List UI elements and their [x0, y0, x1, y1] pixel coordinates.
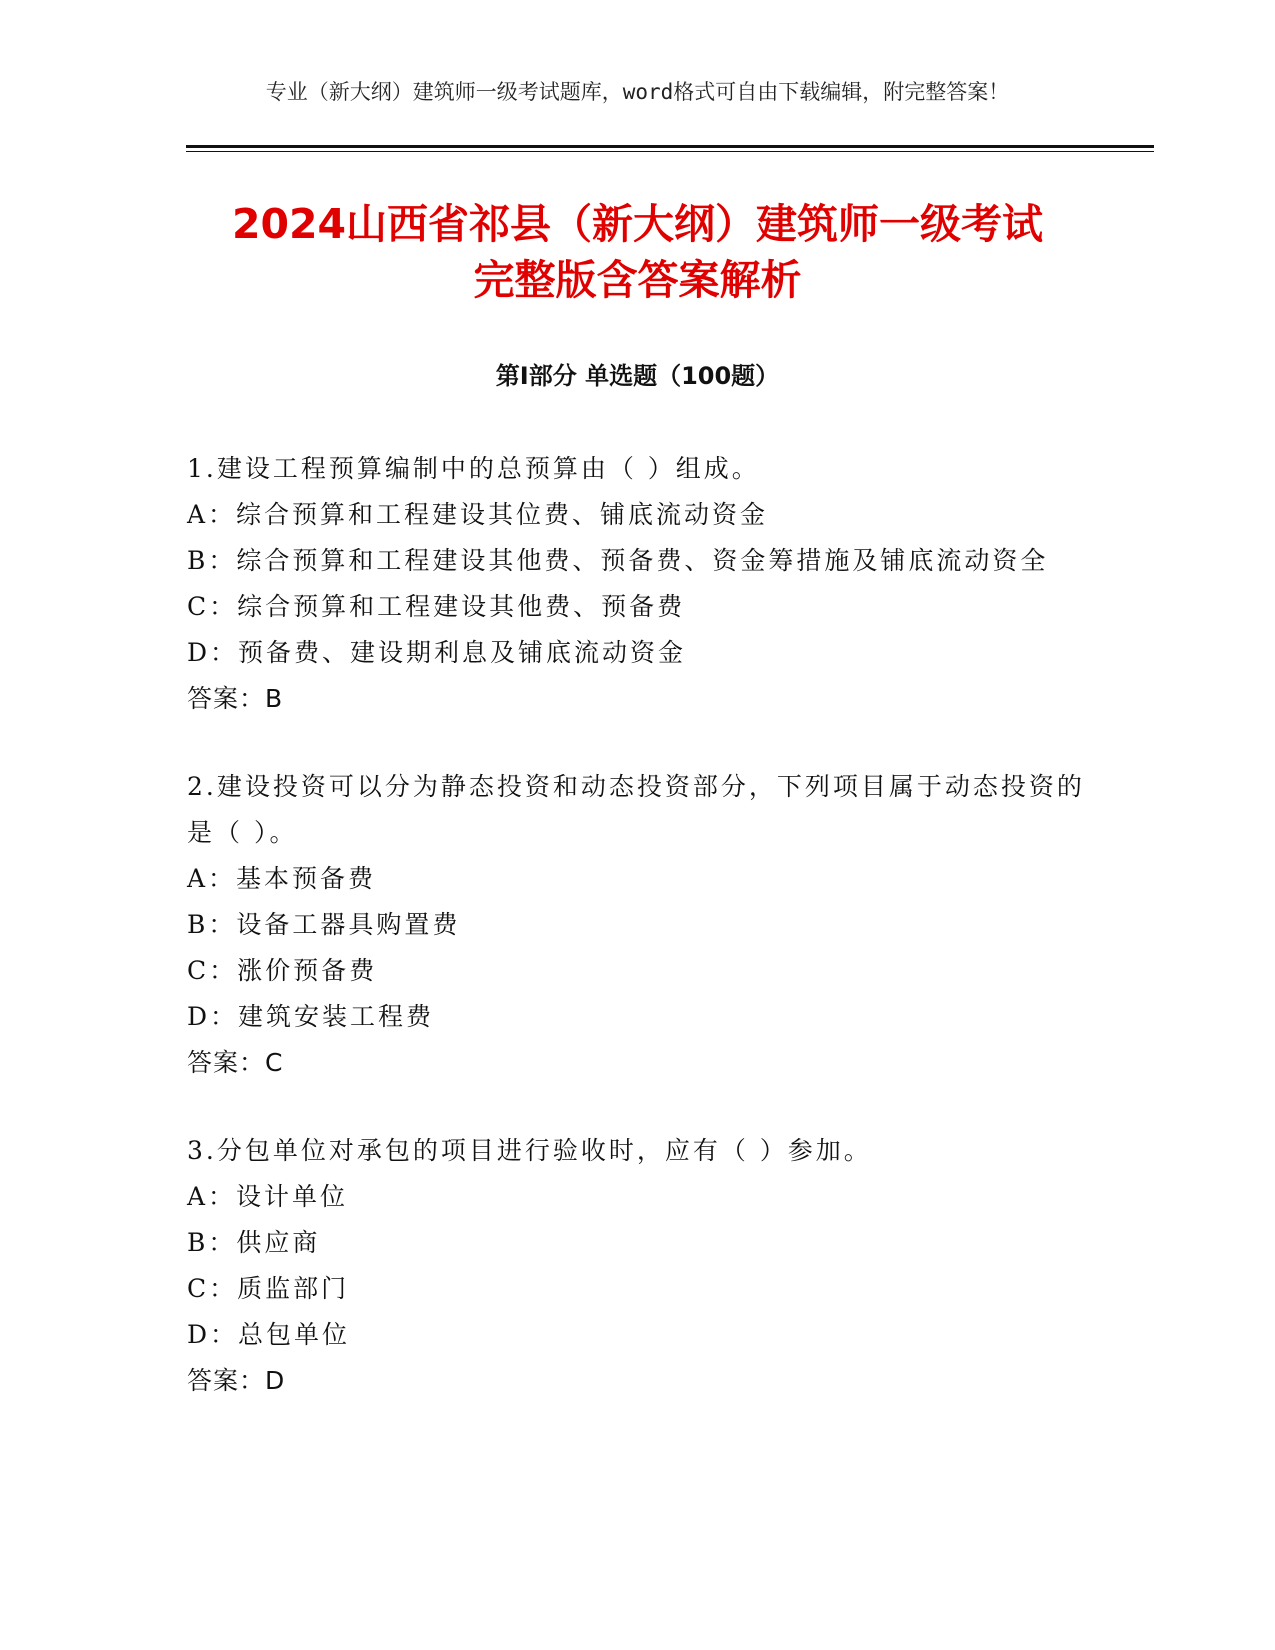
option-a: A：设计单位 [187, 1182, 349, 1211]
header-divider-thick [186, 145, 1154, 148]
answer-line [187, 1040, 1087, 1086]
answer-value: B [265, 684, 283, 713]
answer-label: 答案： [187, 684, 266, 713]
option-d: D：预备费、建设期利息及铺底流动资金 [187, 638, 687, 667]
question-stem: 2.建设投资可以分为静态投资和动态投资部分，下列项目属于动态投资的是（ ）。 [187, 772, 1085, 847]
option-d: D：建筑安装工程费 [187, 1002, 435, 1031]
document-title [0, 196, 1275, 308]
answer-label: 答案： [187, 1366, 266, 1395]
option-c: C：质监部门 [187, 1274, 350, 1303]
option-b: B：设备工器具购置费 [187, 910, 461, 939]
option-a: A：综合预算和工程建设其位费、铺底流动资金 [187, 500, 769, 529]
section-heading: 第Ⅰ部分 单选题（100题） [495, 362, 780, 390]
answer-value: C [265, 1048, 283, 1077]
option-c: C：综合预算和工程建设其他费、预备费 [187, 592, 686, 621]
question-3 [187, 1128, 1087, 1404]
option-c: C：涨价预备费 [187, 956, 378, 985]
question-list [187, 446, 1087, 1446]
answer-line [187, 1358, 1087, 1404]
title-line-1: 2024山西省祁县（新大纲）建筑师一级考试 [231, 200, 1044, 248]
answer-label: 答案： [187, 1048, 266, 1077]
question-2 [187, 764, 1087, 1086]
answer-value: D [265, 1366, 285, 1395]
option-d: D：总包单位 [187, 1320, 351, 1349]
header-divider-thin [186, 151, 1154, 152]
option-b: B：供应商 [187, 1228, 321, 1257]
header-note: 专业（新大纲）建筑师一级考试题库，word格式可自由下载编辑，附完整答案！ [265, 80, 1010, 104]
question-stem: 3.分包单位对承包的项目进行验收时，应有（ ）参加。 [187, 1136, 872, 1165]
option-a: A：基本预备费 [187, 864, 377, 893]
answer-line [187, 676, 1087, 722]
question-stem: 1.建设工程预算编制中的总预算由（ ）组成。 [187, 454, 760, 483]
question-1 [187, 446, 1087, 722]
title-line-2: 完整版含答案解析 [473, 256, 802, 304]
option-b: B：综合预算和工程建设其他费、预备费、资金筹措施及铺底流动资全 [187, 546, 1049, 575]
